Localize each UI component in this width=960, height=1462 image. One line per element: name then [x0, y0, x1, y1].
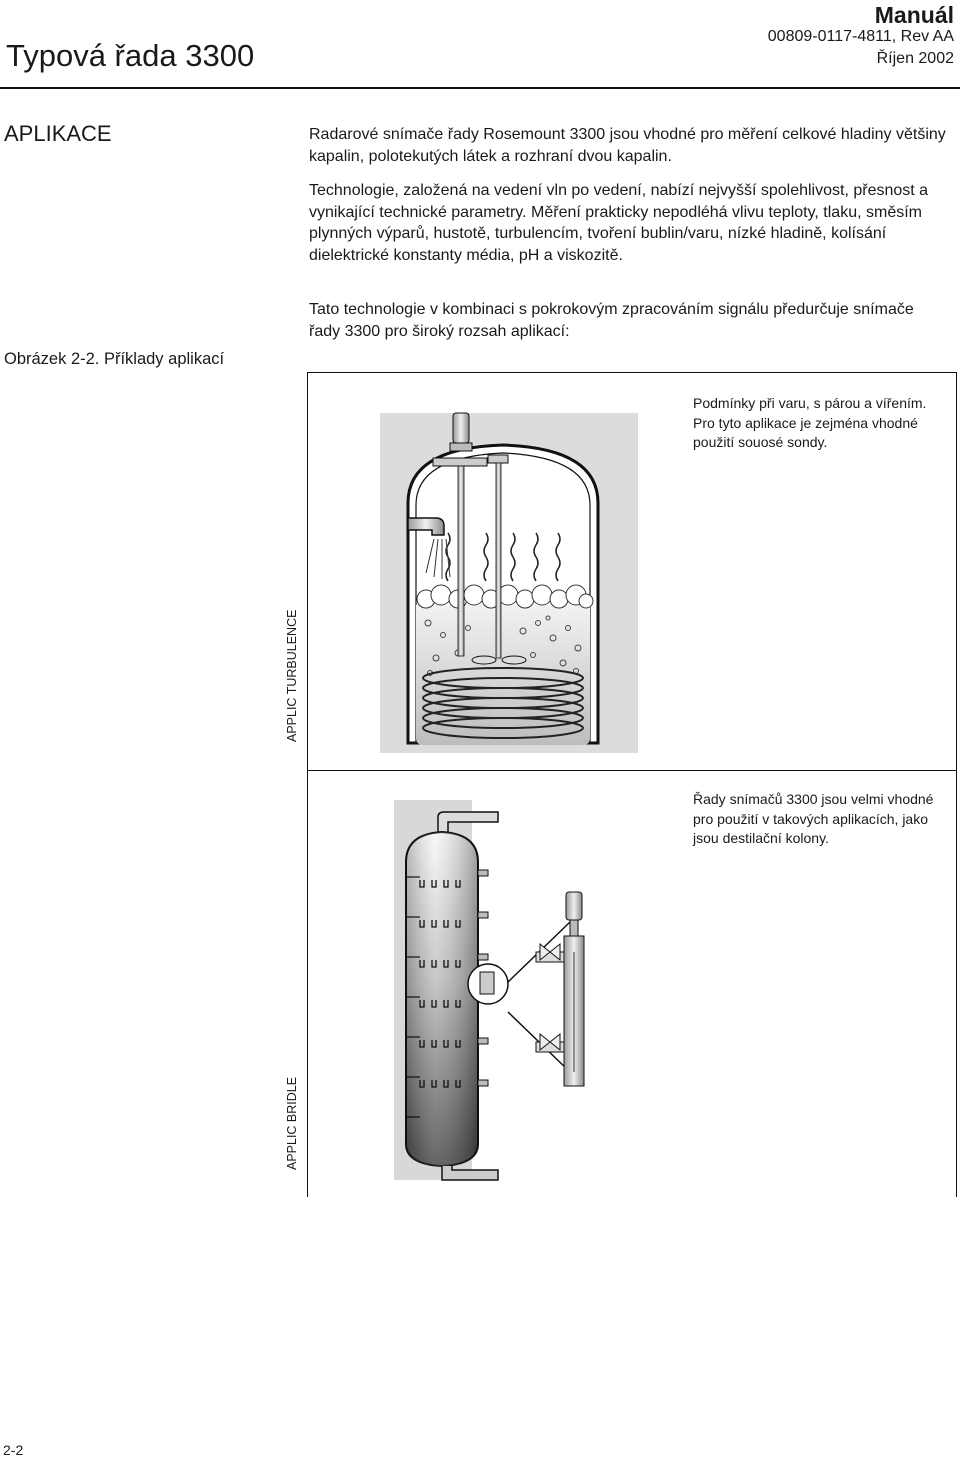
technology-paragraph: Technologie, založená na vedení vln po vedení, nabízí nejvyšší spolehlivost, přesnost a vynikající technické parametry. Měření prakticky nepodléhá vlivu teploty, tlaku, směsím plynných výparů, hustotě, turbulencím, tvoření bublin/varu, nízké hladině, kolísání dielektrické konstanty média, pH a viskozitě.	[309, 182, 929, 264]
intro-paragraph: Radarové snímače řady Rosemount 3300 jsou vhodné pro měření celkové hladiny většiny kapalin, polotekutých látek a rozhraní dvou kapalin.	[309, 126, 946, 165]
bridle-caption: Řady snímačů 3300 jsou velmi vhodné pro použití v takových aplikacích, jako jsou destilační kolony.	[693, 791, 934, 846]
turbulence-caption: Podmínky při varu, s párou a vířením. Pro tyto aplikace je zejména vhodné použití souosé sondy.	[693, 395, 927, 450]
turbulence-vessel-illustration	[308, 373, 688, 769]
turbulence-side-label: APPLIC TURBULENCE	[285, 609, 299, 742]
bridle-side-label: APPLIC BRIDLE	[285, 1076, 299, 1170]
manual-label: Manuál	[874, 2, 954, 28]
figure-divider	[307, 770, 957, 771]
page-number: 2-2	[3, 1442, 24, 1458]
section-title: APLIKACE	[4, 121, 112, 146]
document-date: Říjen 2002	[876, 50, 954, 67]
applications-paragraph: Tato technologie v kombinaci s pokrokovým zpracováním signálu předurčuje snímače řady 3300 pro široký rozsah aplikací:	[309, 301, 914, 340]
series-title: Typová řada 3300	[6, 38, 255, 73]
figure-caption: Obrázek 2-2. Příklady aplikací	[4, 350, 225, 368]
header-divider	[0, 87, 960, 89]
distillation-column-illustration	[308, 772, 688, 1192]
document-number: 00809-0117-4811, Rev AA	[767, 28, 954, 45]
